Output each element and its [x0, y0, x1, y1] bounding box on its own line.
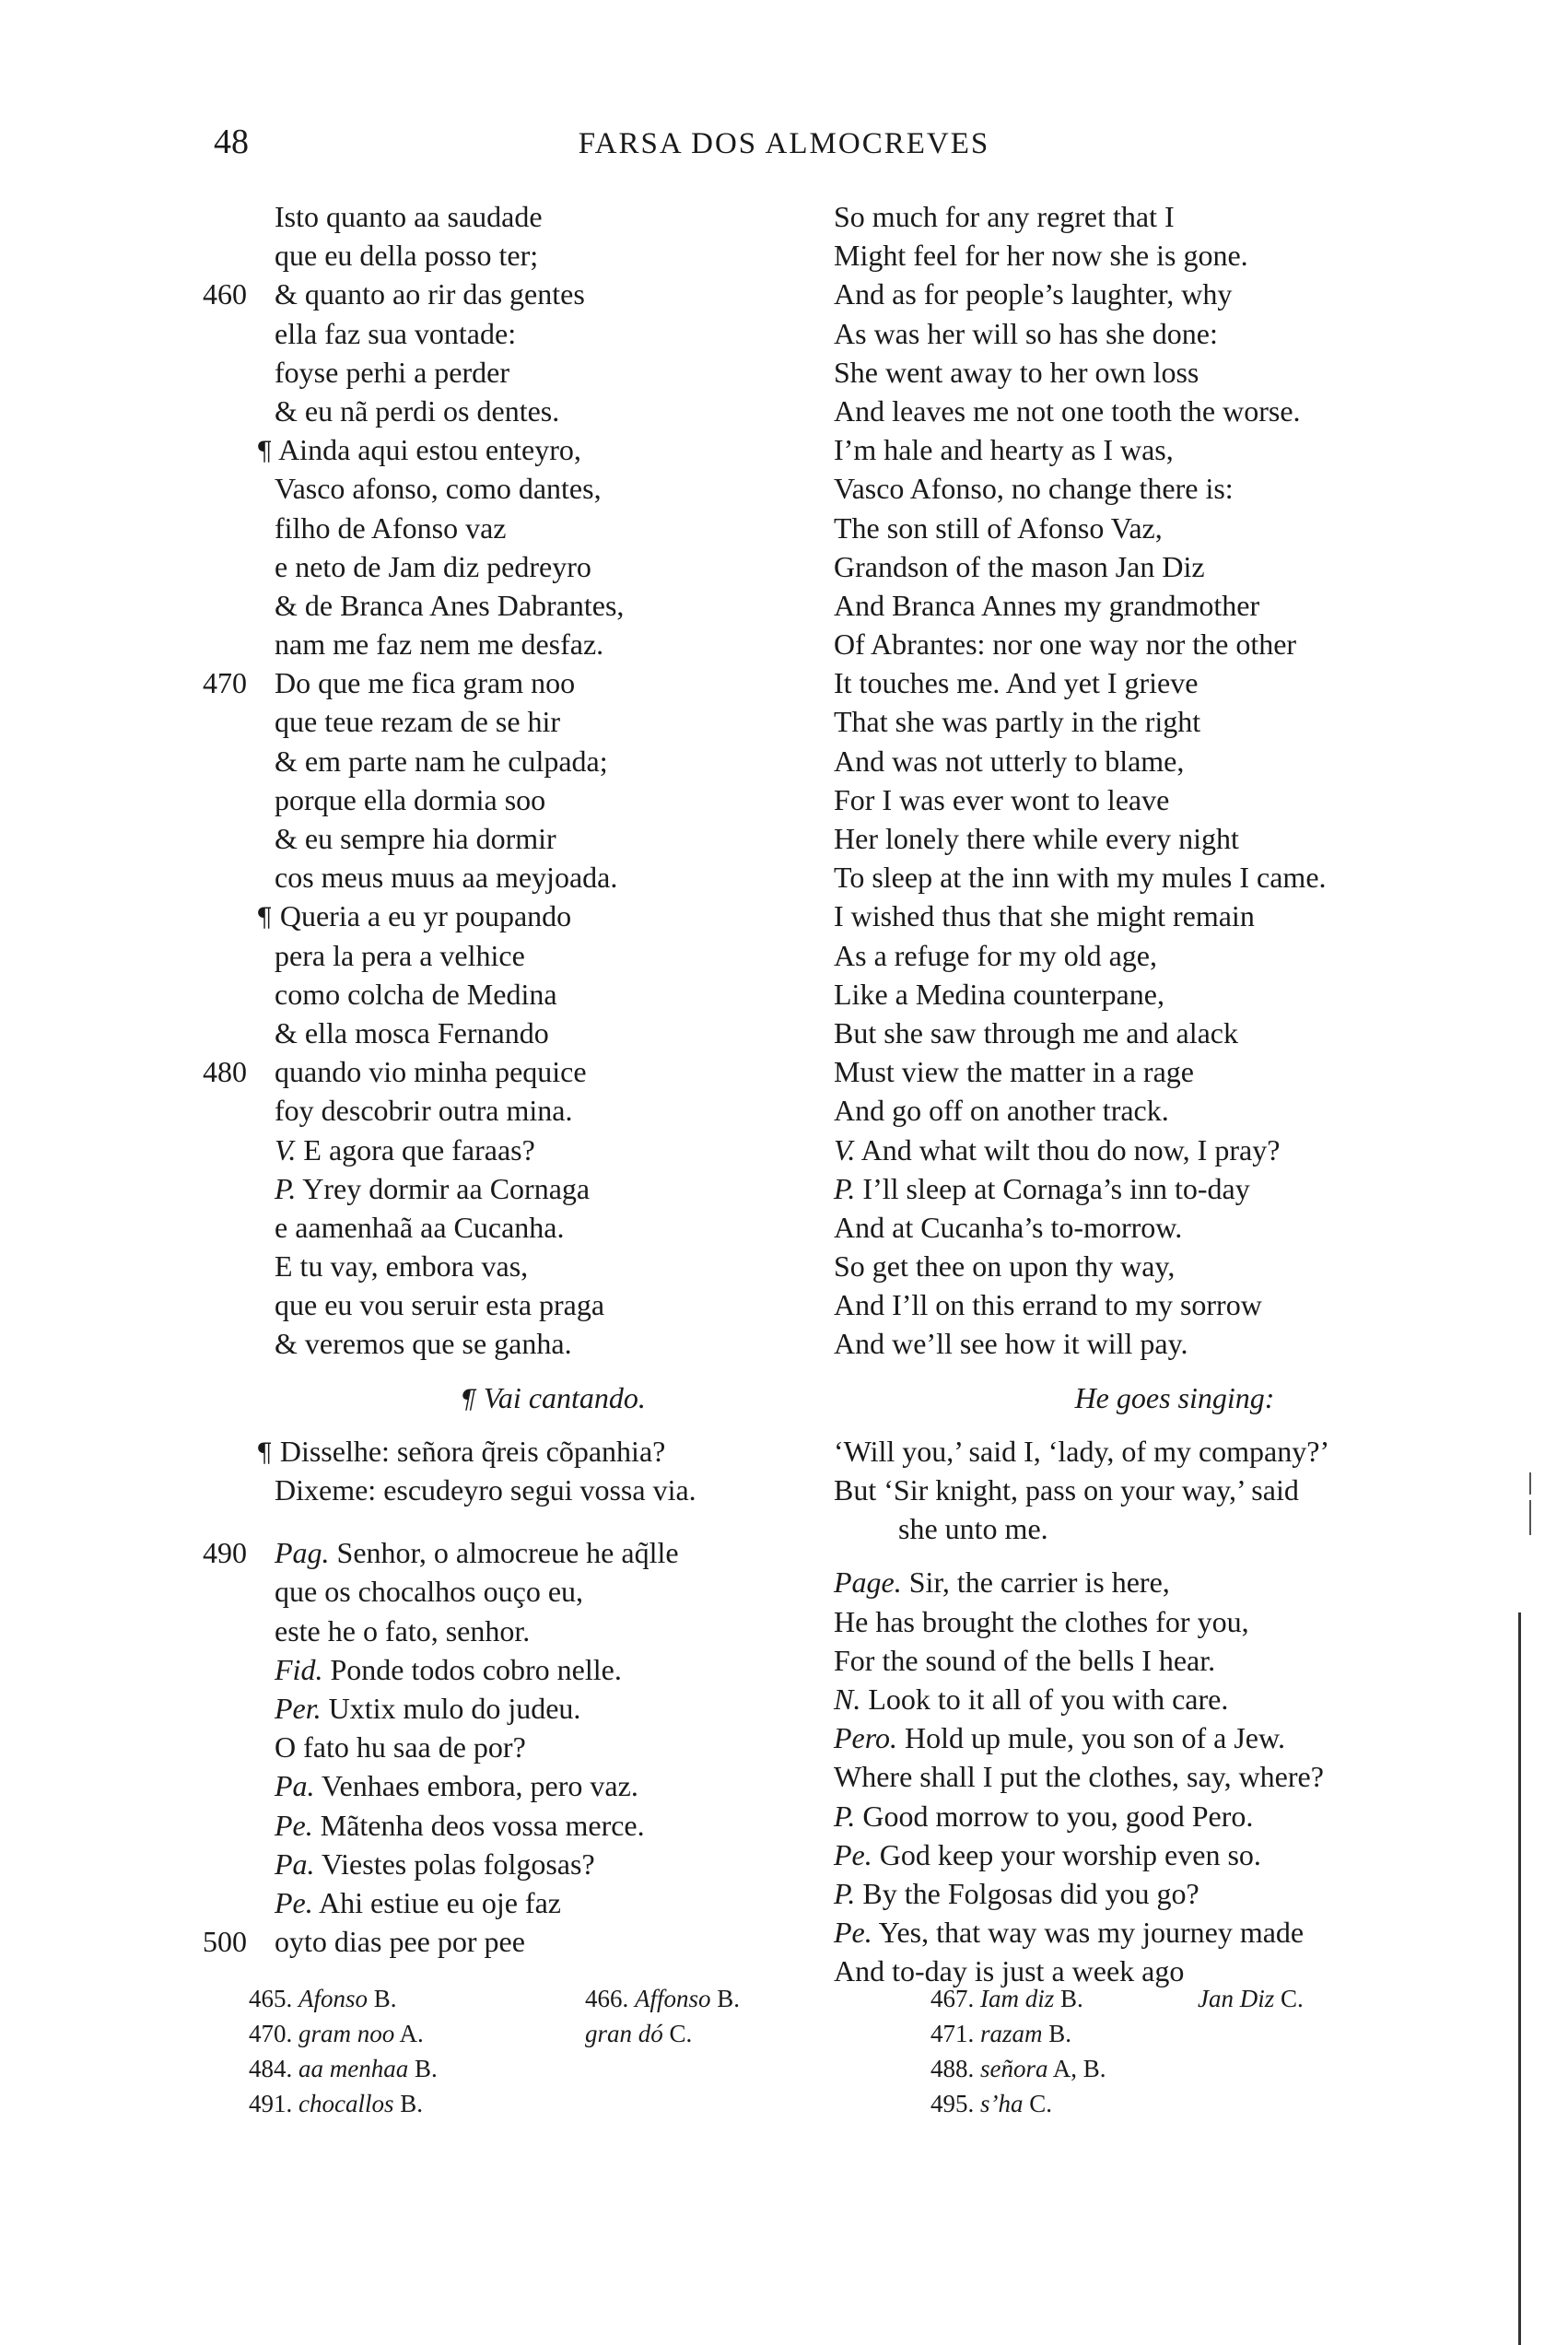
footnote: [930, 1981, 1083, 2016]
verse-line: [834, 1680, 1515, 1718]
verse-text: nam me faz nem me desfaz.: [275, 627, 604, 662]
verse-text: Ahi estiue eu oje faz: [318, 1885, 561, 1919]
verse-text: Queria a eu yr poupando: [279, 899, 572, 933]
verse-line: [203, 625, 829, 663]
verse-line: [203, 1533, 829, 1572]
verse-text: She went away to her own loss: [834, 355, 1199, 389]
footnote-ref: 471.: [930, 2020, 975, 2047]
verse-line: [834, 353, 1515, 392]
page-number: 48: [214, 123, 249, 161]
verse-text: And we’ll see how it will pay.: [834, 1327, 1188, 1361]
verse-line: [203, 1883, 829, 1922]
verse-text: she unto me.: [898, 1512, 1048, 1546]
speaker-label: V.: [275, 1132, 297, 1167]
verse-text: Vasco afonso, como dantes,: [275, 472, 602, 506]
stage-direction: [203, 1378, 829, 1417]
verse-line: [203, 547, 829, 586]
footnote-variant: Afonso: [298, 1985, 369, 2012]
verse-text: & ella mosca Fernando: [275, 1015, 549, 1049]
footnote-source: B.: [414, 2055, 438, 2082]
verse-text: & eu nã perdi os dentes.: [275, 393, 560, 428]
speaker-label: Per.: [275, 1691, 322, 1725]
verse-text: este he o fato, senhor.: [275, 1613, 531, 1647]
speaker-label: Pa.: [275, 1847, 315, 1881]
verse-line: [203, 430, 829, 469]
verse-text: For the sound of the bells I hear.: [834, 1643, 1216, 1677]
verse-line: [834, 742, 1515, 780]
page-edge-mark: [1529, 1500, 1531, 1535]
pilcrow: ¶: [256, 1436, 273, 1468]
spacer: [834, 1364, 1515, 1378]
verse-line: [834, 275, 1515, 313]
speaker-label: P.: [834, 1171, 856, 1205]
verse-line: [203, 1014, 829, 1052]
pilcrow: ¶: [256, 436, 273, 467]
verse-text: Of Abrantes: nor one way nor the other: [834, 627, 1297, 662]
verse-line: [834, 469, 1515, 508]
line-number: 490: [203, 1536, 247, 1570]
verse-text: Do que me fica gram noo: [275, 666, 576, 700]
verse-text: que eu della posso ter;: [275, 239, 539, 273]
footnote: [585, 1981, 740, 2016]
footnote-variant: Jan Diz: [1198, 1985, 1275, 2012]
verse-text: And at Cucanha’s to-morrow.: [834, 1210, 1183, 1244]
verse-text: quando vio minha pequice: [275, 1055, 587, 1089]
spacer: [203, 1509, 829, 1533]
verse-text: For I was ever wont to leave: [834, 782, 1170, 816]
running-head: FARSA DOS ALMOCREVES: [578, 127, 990, 160]
verse-text: By the Folgosas did you go?: [862, 1876, 1199, 1910]
verse-text: And Branca Annes my grandmother: [834, 588, 1260, 622]
verse-line: [834, 1757, 1515, 1796]
verse-text: And leaves me not one tooth the worse.: [834, 393, 1301, 428]
footnote-ref: 495.: [930, 2090, 975, 2117]
footnote-source: A, B.: [1052, 2055, 1106, 2082]
verse-line: [834, 1285, 1515, 1324]
footnote: [930, 2016, 1071, 2051]
verse-text: E tu vay, embora vas,: [275, 1249, 529, 1284]
verse-text: Grandson of the mason Jan Diz: [834, 549, 1205, 583]
verse-text: que eu vou seruir esta praga: [275, 1288, 605, 1322]
verse-text: e aamenhaã aa Cucanha.: [275, 1210, 565, 1244]
footnote-row: [249, 2086, 848, 2121]
speaker-label: Page.: [834, 1565, 902, 1600]
footnote-source: C.: [1029, 2090, 1053, 2117]
footnote-ref: 470.: [249, 2020, 293, 2047]
verse-text: So much for any regret that I: [834, 200, 1175, 233]
footnote-source: B.: [717, 1985, 741, 2012]
verse-text: I’ll sleep at Cornaga’s inn to-day: [862, 1171, 1250, 1205]
verse-line: [834, 1913, 1515, 1952]
footnote-row: [930, 2086, 1446, 2121]
verse-text: pera la pera a velhice: [275, 938, 525, 972]
footnote-variant: aa menhaa: [298, 2055, 409, 2082]
verse-line: [834, 1563, 1515, 1601]
footnote: [249, 2016, 424, 2051]
verse-text: Must view the matter in a rage: [834, 1055, 1194, 1089]
page-edge-mark: [1529, 1472, 1531, 1495]
verse-line: [203, 1091, 829, 1130]
verse-line: [834, 1509, 1515, 1548]
verse-text: Mãtenha deos vossa merce.: [320, 1808, 645, 1842]
verse-line: [834, 780, 1515, 819]
verse-line: [203, 1689, 829, 1728]
verse-text: Isto quanto aa saudade: [275, 200, 543, 233]
footnote-row: [930, 2051, 1446, 2086]
verse-line: [203, 1845, 829, 1883]
verse-line: [834, 1208, 1515, 1247]
verse-line: [834, 1169, 1515, 1208]
footnote: [585, 2016, 692, 2051]
verse-text: ella faz sua vontade:: [275, 316, 517, 350]
verse-text: And I’ll on this errand to my sorrow: [834, 1288, 1262, 1322]
footnote-ref: 466.: [585, 1985, 629, 2012]
verse-text: And was not utterly to blame,: [834, 744, 1185, 778]
verse-line: [203, 742, 829, 780]
verse-line: [834, 1131, 1515, 1169]
verse-line: [203, 1766, 829, 1805]
verse-line: [203, 702, 829, 741]
verse-line: [203, 1324, 829, 1363]
footnote-row: [249, 2016, 848, 2051]
stage-direction-text: Vai cantando.: [483, 1380, 646, 1414]
verse-text: Uxtix mulo do judeu.: [328, 1691, 581, 1725]
footnote-source: A.: [399, 2020, 424, 2047]
verse-text: It touches me. And yet I grieve: [834, 666, 1199, 700]
verse-text: & de Branca Anes Dabrantes,: [275, 588, 625, 622]
verse-line: [834, 1718, 1515, 1757]
verse-line: [834, 509, 1515, 547]
footnote: [930, 2051, 1106, 2086]
verse-text: God keep your worship even so.: [879, 1837, 1261, 1871]
verse-text: Yrey dormir aa Cornaga: [302, 1171, 591, 1205]
verse-text: oyto dias pee por pee: [275, 1925, 525, 1959]
verse-text: But ‘Sir knight, pass on your way,’ said: [834, 1473, 1299, 1507]
verse-line: [834, 1471, 1515, 1509]
line-number: 460: [203, 277, 247, 311]
footnote-source: B.: [1060, 1985, 1083, 2012]
footnote-row: [249, 2051, 848, 2086]
verse-text: And as for people’s laughter, why: [834, 277, 1233, 311]
speaker-label: Pero.: [834, 1721, 898, 1755]
verse-text: So get thee on upon thy way,: [834, 1249, 1176, 1284]
verse-text: I’m hale and hearty as I was,: [834, 433, 1174, 467]
verse-line: [203, 936, 829, 975]
verse-text: And what wilt thou do now, I pray?: [860, 1132, 1281, 1167]
spacer: [203, 1417, 829, 1432]
verse-text: que os chocalhos ouço eu,: [275, 1575, 584, 1609]
footnote-source: B.: [1048, 2020, 1072, 2047]
verse-text: Venhaes embora, pero vaz.: [321, 1769, 638, 1803]
verse-text: As was her will so has she done:: [834, 316, 1218, 350]
footnote-row: [930, 1981, 1446, 2016]
speaker-label: P.: [834, 1799, 856, 1833]
verse-text: & eu sempre hia dormir: [275, 822, 556, 855]
verse-line: [834, 1602, 1515, 1641]
verse-text: foyse perhi a perder: [275, 355, 509, 389]
stage-direction-text: He goes singing:: [1074, 1380, 1275, 1414]
verse-text: Look to it all of you with care.: [868, 1682, 1229, 1716]
verse-line: [203, 314, 829, 353]
verse-text: I wished thus that she might remain: [834, 899, 1255, 933]
footnote-row: [249, 1981, 848, 2016]
verse-text: foy descobrir outra mina.: [275, 1094, 573, 1128]
verse-line: [203, 1471, 829, 1509]
line-number: 480: [203, 1055, 247, 1089]
pilcrow: ¶: [460, 1383, 476, 1414]
verse-text: Ainda aqui estou enteyro,: [278, 433, 581, 467]
verse-text: e neto de Jam diz pedreyro: [275, 549, 591, 583]
verse-line: [834, 1014, 1515, 1052]
verse-line: [203, 780, 829, 819]
verse-text: & veremos que se ganha.: [275, 1327, 572, 1361]
verse-line: [834, 1835, 1515, 1874]
spacer: [834, 1417, 1515, 1432]
footnote-ref: 465.: [249, 1985, 293, 2012]
speaker-label: V.: [834, 1132, 856, 1167]
verse-line: [834, 430, 1515, 469]
verse-text: cos meus muus aa meyjoada.: [275, 861, 618, 895]
verse-text: Good morrow to you, good Pero.: [862, 1799, 1254, 1833]
footnote-ref: 491.: [249, 2090, 293, 2117]
footnote-variant: razam: [980, 2020, 1043, 2047]
verse-line: [203, 1247, 829, 1285]
verse-line: [834, 586, 1515, 625]
verse-line: [203, 1131, 829, 1169]
verse-text: Viestes polas folgosas?: [321, 1847, 595, 1881]
verse-text: And go off on another track.: [834, 1094, 1169, 1128]
verse-text: Ponde todos cobro nelle.: [330, 1652, 622, 1686]
footnote-ref: 467.: [930, 1985, 975, 2012]
verse-text: Senhor, o almocreue he aq̃lle: [336, 1536, 679, 1570]
verse-line: [834, 236, 1515, 275]
footnote-row: [930, 2016, 1446, 2051]
verse-text: O fato hu saa de por?: [275, 1730, 526, 1765]
verse-line: [203, 275, 829, 313]
footnote-variant: señora: [980, 2055, 1048, 2082]
verse-line: [203, 1612, 829, 1650]
footnote: [249, 2051, 438, 2086]
speaker-label: N.: [834, 1682, 861, 1716]
verse-line: [203, 1728, 829, 1766]
verse-line: [203, 1922, 829, 1961]
verse-line: [834, 1091, 1515, 1130]
verse-text: E agora que faraas?: [303, 1132, 535, 1167]
verse-line: [203, 1285, 829, 1324]
speaker-label: Fid.: [275, 1652, 323, 1686]
verse-text: como colcha de Medina: [275, 977, 557, 1011]
verse-line: [203, 1208, 829, 1247]
footnote-variant: Affonso: [635, 1985, 711, 2012]
verse-line: [203, 509, 829, 547]
verse-line: [834, 702, 1515, 741]
footnote-source: B.: [400, 2090, 423, 2117]
verse-line: [834, 858, 1515, 897]
verse-text: Might feel for her now she is gone.: [834, 239, 1248, 273]
verse-line: [834, 897, 1515, 935]
verse-text: Like a Medina counterpane,: [834, 977, 1164, 1011]
speaker-label: Pe.: [275, 1808, 313, 1842]
verse-text: But she saw through me and alack: [834, 1015, 1238, 1049]
footnote: [249, 1981, 397, 2016]
footnote-ref: 484.: [249, 2055, 293, 2082]
verse-line: [834, 1797, 1515, 1835]
verse-text: ‘Will you,’ said I, ‘lady, of my company?’: [834, 1434, 1330, 1468]
footnote-variant: s’ha: [980, 2090, 1024, 2117]
verse-text: Where shall I put the clothes, say, where?: [834, 1760, 1324, 1794]
english-translation-column: [834, 197, 1515, 1990]
verse-line: [834, 663, 1515, 702]
speaker-label: P.: [834, 1876, 856, 1910]
verse-line: [203, 663, 829, 702]
verse-line: [834, 547, 1515, 586]
verse-line: [203, 392, 829, 430]
verse-text: & em parte nam he culpada;: [275, 744, 608, 778]
verse-line: [834, 625, 1515, 663]
verse-text: Dixeme: escudeyro segui vossa via.: [275, 1473, 696, 1507]
verse-line: [203, 897, 829, 935]
verse-line: [203, 353, 829, 392]
footnotes-left: [249, 1981, 848, 2121]
verse-text: Hold up mule, you son of a Jew.: [905, 1721, 1285, 1755]
verse-text: filho de Afonso vaz: [275, 510, 507, 545]
verse-text: The son still of Afonso Vaz,: [834, 510, 1163, 545]
footnote: [1198, 1981, 1304, 2016]
stage-direction: [834, 1378, 1515, 1417]
speaker-label: Pe.: [275, 1885, 313, 1919]
verse-text: que teue rezam de se hir: [275, 705, 561, 739]
verse-line: [203, 1650, 829, 1689]
verse-text: Disselhe: señora q̃reis cõpanhia?: [279, 1434, 666, 1468]
verse-line: [203, 586, 829, 625]
verse-line: [203, 197, 829, 236]
verse-line: [203, 236, 829, 275]
verse-text: porque ella dormia soo: [275, 782, 546, 816]
verse-line: [203, 1432, 829, 1471]
verse-line: [834, 314, 1515, 353]
speaker-label: Pag.: [275, 1536, 330, 1570]
verse-line: [834, 197, 1515, 236]
footnote-source: C.: [669, 2020, 693, 2047]
footnotes-right: [930, 1981, 1446, 2121]
spacer: [203, 1364, 829, 1378]
verse-text: Yes, that way was my journey made: [878, 1916, 1305, 1950]
pilcrow: ¶: [256, 902, 273, 933]
verse-line: [203, 975, 829, 1014]
footnote-variant: chocallos: [298, 2090, 394, 2117]
verse-line: [203, 469, 829, 508]
verse-text: Sir, the carrier is here,: [908, 1565, 1170, 1600]
footnote-source: B.: [373, 1985, 397, 2012]
verse-line: [203, 1169, 829, 1208]
line-number: 470: [203, 666, 247, 700]
portuguese-text-column: [203, 197, 829, 1961]
verse-line: [834, 1432, 1515, 1471]
footnote-variant: gran dó: [585, 2020, 663, 2047]
speaker-label: Pa.: [275, 1769, 315, 1803]
speaker-label: Pe.: [834, 1837, 872, 1871]
verse-text: He has brought the clothes for you,: [834, 1604, 1249, 1638]
verse-line: [834, 819, 1515, 858]
footnote: [930, 2086, 1052, 2121]
footnote-source: C.: [1281, 1985, 1304, 2012]
verse-line: [834, 975, 1515, 1014]
line-number: 500: [203, 1925, 247, 1959]
footnote-ref: 488.: [930, 2055, 975, 2082]
verse-text: To sleep at the inn with my mules I came.: [834, 861, 1327, 895]
verse-line: [834, 1052, 1515, 1091]
footnote: [249, 2086, 423, 2121]
verse-line: [834, 1874, 1515, 1913]
speaker-label: P.: [275, 1171, 297, 1205]
page-edge-line: [1518, 1612, 1521, 2345]
verse-line: [834, 392, 1515, 430]
footnote-variant: Iam diz: [980, 1985, 1055, 2012]
verse-line: [203, 1806, 829, 1845]
footnote-variant: gram noo: [298, 2020, 395, 2047]
verse-text: That she was partly in the right: [834, 705, 1201, 739]
verse-text: & quanto ao rir das gentes: [275, 277, 585, 311]
verse-line: [203, 858, 829, 897]
verse-text: As a refuge for my old age,: [834, 938, 1157, 972]
verse-line: [834, 1324, 1515, 1363]
verse-line: [203, 1052, 829, 1091]
verse-line: [834, 1247, 1515, 1285]
spacer: [834, 1548, 1515, 1563]
verse-line: [834, 936, 1515, 975]
speaker-label: Pe.: [834, 1916, 872, 1950]
verse-text: Vasco Afonso, no change there is:: [834, 472, 1234, 506]
verse-text: Her lonely there while every night: [834, 822, 1239, 855]
verse-line: [834, 1641, 1515, 1680]
verse-text: And to-day is just a week ago: [834, 1954, 1185, 1988]
verse-line: [203, 819, 829, 858]
verse-line: [203, 1572, 829, 1611]
